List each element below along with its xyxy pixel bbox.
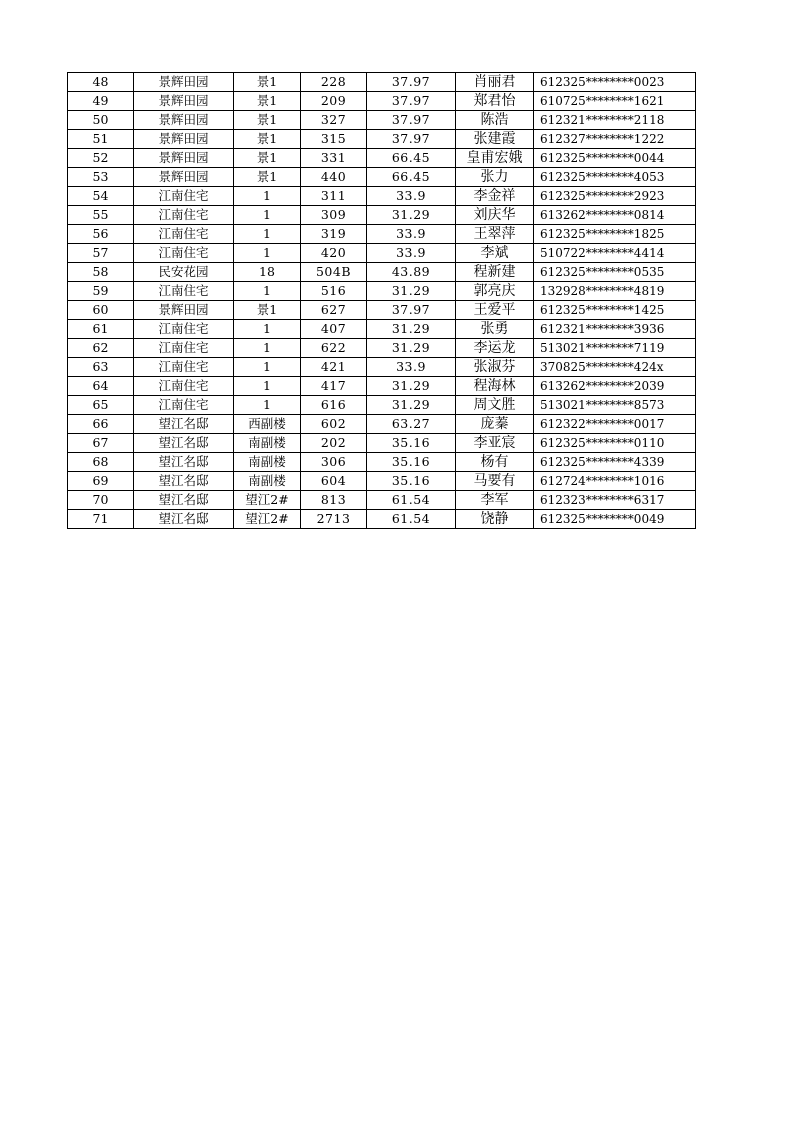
building-cell: 1 bbox=[234, 339, 301, 358]
estate-name-cell: 江南住宅 bbox=[134, 244, 234, 263]
room-number-cell: 417 bbox=[301, 377, 367, 396]
table-row bbox=[68, 377, 696, 396]
building-cell: 18 bbox=[234, 263, 301, 282]
area-cell: 31.29 bbox=[367, 320, 456, 339]
table-row bbox=[68, 130, 696, 149]
area-cell: 66.45 bbox=[367, 168, 456, 187]
table-row bbox=[68, 453, 696, 472]
table-row bbox=[68, 92, 696, 111]
building-cell: 南副楼 bbox=[234, 472, 301, 491]
owner-name-cell: 马要有 bbox=[456, 472, 534, 491]
building-cell: 景1 bbox=[234, 168, 301, 187]
area-cell: 31.29 bbox=[367, 396, 456, 415]
id-number-cell: 612724********1016 bbox=[534, 472, 696, 491]
row-number-cell: 70 bbox=[68, 491, 134, 510]
row-number-cell: 49 bbox=[68, 92, 134, 111]
id-number-cell: 612325********0535 bbox=[534, 263, 696, 282]
row-number-cell: 63 bbox=[68, 358, 134, 377]
estate-name-cell: 望江名邸 bbox=[134, 491, 234, 510]
spreadsheet-table bbox=[67, 72, 696, 529]
owner-name-cell: 李军 bbox=[456, 491, 534, 510]
area-cell: 31.29 bbox=[367, 339, 456, 358]
id-number-cell: 612321********2118 bbox=[534, 111, 696, 130]
area-cell: 35.16 bbox=[367, 434, 456, 453]
row-number-cell: 53 bbox=[68, 168, 134, 187]
row-number-cell: 51 bbox=[68, 130, 134, 149]
building-cell: 1 bbox=[234, 206, 301, 225]
id-number-cell: 612325********0110 bbox=[534, 434, 696, 453]
owner-name-cell: 王翠萍 bbox=[456, 225, 534, 244]
estate-name-cell: 望江名邸 bbox=[134, 434, 234, 453]
room-number-cell: 604 bbox=[301, 472, 367, 491]
id-number-cell: 510722********4414 bbox=[534, 244, 696, 263]
row-number-cell: 59 bbox=[68, 282, 134, 301]
room-number-cell: 202 bbox=[301, 434, 367, 453]
row-number-cell: 66 bbox=[68, 415, 134, 434]
area-cell: 31.29 bbox=[367, 377, 456, 396]
owner-name-cell: 郭亮庆 bbox=[456, 282, 534, 301]
id-number-cell: 612321********3936 bbox=[534, 320, 696, 339]
area-cell: 61.54 bbox=[367, 510, 456, 529]
room-number-cell: 407 bbox=[301, 320, 367, 339]
row-number-cell: 52 bbox=[68, 149, 134, 168]
room-number-cell: 813 bbox=[301, 491, 367, 510]
row-number-cell: 58 bbox=[68, 263, 134, 282]
area-cell: 61.54 bbox=[367, 491, 456, 510]
room-number-cell: 602 bbox=[301, 415, 367, 434]
id-number-cell: 612327********1222 bbox=[534, 130, 696, 149]
estate-name-cell: 景辉田园 bbox=[134, 130, 234, 149]
table-row bbox=[68, 168, 696, 187]
estate-name-cell: 望江名邸 bbox=[134, 453, 234, 472]
id-number-cell: 370825********424x bbox=[534, 358, 696, 377]
row-number-cell: 57 bbox=[68, 244, 134, 263]
area-cell: 33.9 bbox=[367, 358, 456, 377]
row-number-cell: 48 bbox=[68, 73, 134, 92]
estate-name-cell: 景辉田园 bbox=[134, 111, 234, 130]
owner-name-cell: 陈浩 bbox=[456, 111, 534, 130]
estate-name-cell: 江南住宅 bbox=[134, 377, 234, 396]
area-cell: 35.16 bbox=[367, 472, 456, 491]
table-row bbox=[68, 320, 696, 339]
estate-name-cell: 景辉田园 bbox=[134, 149, 234, 168]
building-cell: 1 bbox=[234, 377, 301, 396]
room-number-cell: 616 bbox=[301, 396, 367, 415]
area-cell: 37.97 bbox=[367, 73, 456, 92]
area-cell: 33.9 bbox=[367, 187, 456, 206]
building-cell: 1 bbox=[234, 282, 301, 301]
id-number-cell: 612322********0017 bbox=[534, 415, 696, 434]
estate-name-cell: 望江名邸 bbox=[134, 472, 234, 491]
table-row bbox=[68, 263, 696, 282]
room-number-cell: 228 bbox=[301, 73, 367, 92]
table-row bbox=[68, 472, 696, 491]
estate-name-cell: 民安花园 bbox=[134, 263, 234, 282]
area-cell: 31.29 bbox=[367, 206, 456, 225]
owner-name-cell: 肖丽君 bbox=[456, 73, 534, 92]
area-cell: 31.29 bbox=[367, 282, 456, 301]
table-row bbox=[68, 282, 696, 301]
estate-name-cell: 江南住宅 bbox=[134, 396, 234, 415]
building-cell: 景1 bbox=[234, 130, 301, 149]
row-number-cell: 68 bbox=[68, 453, 134, 472]
room-number-cell: 306 bbox=[301, 453, 367, 472]
id-number-cell: 612323********6317 bbox=[534, 491, 696, 510]
id-number-cell: 612325********4339 bbox=[534, 453, 696, 472]
building-cell: 景1 bbox=[234, 301, 301, 320]
id-number-cell: 610725********1621 bbox=[534, 92, 696, 111]
id-number-cell: 613262********2039 bbox=[534, 377, 696, 396]
table-row bbox=[68, 339, 696, 358]
owner-name-cell: 张力 bbox=[456, 168, 534, 187]
room-number-cell: 627 bbox=[301, 301, 367, 320]
row-number-cell: 62 bbox=[68, 339, 134, 358]
room-number-cell: 440 bbox=[301, 168, 367, 187]
estate-name-cell: 景辉田园 bbox=[134, 168, 234, 187]
owner-name-cell: 刘庆华 bbox=[456, 206, 534, 225]
estate-name-cell: 望江名邸 bbox=[134, 415, 234, 434]
owner-name-cell: 张勇 bbox=[456, 320, 534, 339]
area-cell: 35.16 bbox=[367, 453, 456, 472]
building-cell: 1 bbox=[234, 244, 301, 263]
table-row bbox=[68, 244, 696, 263]
table-row bbox=[68, 396, 696, 415]
owner-name-cell: 饶静 bbox=[456, 510, 534, 529]
room-number-cell: 315 bbox=[301, 130, 367, 149]
table-row bbox=[68, 491, 696, 510]
owner-name-cell: 皇甫宏娥 bbox=[456, 149, 534, 168]
building-cell: 望江2# bbox=[234, 491, 301, 510]
id-number-cell: 612325********2923 bbox=[534, 187, 696, 206]
room-number-cell: 311 bbox=[301, 187, 367, 206]
area-cell: 43.89 bbox=[367, 263, 456, 282]
owner-name-cell: 程海林 bbox=[456, 377, 534, 396]
id-number-cell: 513021********8573 bbox=[534, 396, 696, 415]
row-number-cell: 50 bbox=[68, 111, 134, 130]
row-number-cell: 61 bbox=[68, 320, 134, 339]
owner-name-cell: 李斌 bbox=[456, 244, 534, 263]
room-number-cell: 209 bbox=[301, 92, 367, 111]
estate-name-cell: 江南住宅 bbox=[134, 339, 234, 358]
room-number-cell: 319 bbox=[301, 225, 367, 244]
table-body bbox=[68, 73, 696, 529]
row-number-cell: 55 bbox=[68, 206, 134, 225]
estate-name-cell: 江南住宅 bbox=[134, 206, 234, 225]
estate-name-cell: 望江名邸 bbox=[134, 510, 234, 529]
building-cell: 西副楼 bbox=[234, 415, 301, 434]
owner-name-cell: 王爱平 bbox=[456, 301, 534, 320]
building-cell: 1 bbox=[234, 225, 301, 244]
owner-name-cell: 杨有 bbox=[456, 453, 534, 472]
owner-name-cell: 张淑芬 bbox=[456, 358, 534, 377]
room-number-cell: 421 bbox=[301, 358, 367, 377]
owner-name-cell: 李亚宸 bbox=[456, 434, 534, 453]
room-number-cell: 504B bbox=[301, 263, 367, 282]
building-cell: 1 bbox=[234, 320, 301, 339]
building-cell: 景1 bbox=[234, 149, 301, 168]
building-cell: 景1 bbox=[234, 73, 301, 92]
estate-name-cell: 江南住宅 bbox=[134, 282, 234, 301]
estate-name-cell: 江南住宅 bbox=[134, 225, 234, 244]
row-number-cell: 54 bbox=[68, 187, 134, 206]
id-number-cell: 612325********0049 bbox=[534, 510, 696, 529]
id-number-cell: 612325********1425 bbox=[534, 301, 696, 320]
row-number-cell: 69 bbox=[68, 472, 134, 491]
estate-name-cell: 景辉田园 bbox=[134, 301, 234, 320]
building-cell: 1 bbox=[234, 358, 301, 377]
area-cell: 37.97 bbox=[367, 111, 456, 130]
owner-name-cell: 周文胜 bbox=[456, 396, 534, 415]
id-number-cell: 612325********0044 bbox=[534, 149, 696, 168]
owner-name-cell: 张建霞 bbox=[456, 130, 534, 149]
estate-name-cell: 景辉田园 bbox=[134, 92, 234, 111]
table-row bbox=[68, 206, 696, 225]
area-cell: 37.97 bbox=[367, 92, 456, 111]
estate-name-cell: 江南住宅 bbox=[134, 358, 234, 377]
estate-name-cell: 景辉田园 bbox=[134, 73, 234, 92]
owner-name-cell: 程新建 bbox=[456, 263, 534, 282]
row-number-cell: 60 bbox=[68, 301, 134, 320]
owner-name-cell: 李运龙 bbox=[456, 339, 534, 358]
owner-name-cell: 庞蓁 bbox=[456, 415, 534, 434]
row-number-cell: 71 bbox=[68, 510, 134, 529]
id-number-cell: 132928********4819 bbox=[534, 282, 696, 301]
area-cell: 37.97 bbox=[367, 130, 456, 149]
table-row bbox=[68, 149, 696, 168]
building-cell: 1 bbox=[234, 187, 301, 206]
row-number-cell: 67 bbox=[68, 434, 134, 453]
table-row bbox=[68, 225, 696, 244]
room-number-cell: 327 bbox=[301, 111, 367, 130]
building-cell: 南副楼 bbox=[234, 453, 301, 472]
id-number-cell: 612325********0023 bbox=[534, 73, 696, 92]
table-row bbox=[68, 111, 696, 130]
room-number-cell: 309 bbox=[301, 206, 367, 225]
building-cell: 望江2# bbox=[234, 510, 301, 529]
table-row bbox=[68, 73, 696, 92]
area-cell: 33.9 bbox=[367, 225, 456, 244]
room-number-cell: 2713 bbox=[301, 510, 367, 529]
building-cell: 南副楼 bbox=[234, 434, 301, 453]
table-row bbox=[68, 301, 696, 320]
owner-name-cell: 郑君怡 bbox=[456, 92, 534, 111]
estate-name-cell: 江南住宅 bbox=[134, 320, 234, 339]
estate-name-cell: 江南住宅 bbox=[134, 187, 234, 206]
table-row bbox=[68, 415, 696, 434]
table-row bbox=[68, 434, 696, 453]
owner-name-cell: 李金祥 bbox=[456, 187, 534, 206]
building-cell: 景1 bbox=[234, 111, 301, 130]
table-row bbox=[68, 510, 696, 529]
table-row bbox=[68, 187, 696, 206]
area-cell: 66.45 bbox=[367, 149, 456, 168]
table-row bbox=[68, 358, 696, 377]
area-cell: 37.97 bbox=[367, 301, 456, 320]
building-cell: 景1 bbox=[234, 92, 301, 111]
id-number-cell: 612325********4053 bbox=[534, 168, 696, 187]
room-number-cell: 516 bbox=[301, 282, 367, 301]
id-number-cell: 612325********1825 bbox=[534, 225, 696, 244]
row-number-cell: 64 bbox=[68, 377, 134, 396]
row-number-cell: 56 bbox=[68, 225, 134, 244]
id-number-cell: 513021********7119 bbox=[534, 339, 696, 358]
room-number-cell: 622 bbox=[301, 339, 367, 358]
room-number-cell: 420 bbox=[301, 244, 367, 263]
row-number-cell: 65 bbox=[68, 396, 134, 415]
area-cell: 63.27 bbox=[367, 415, 456, 434]
area-cell: 33.9 bbox=[367, 244, 456, 263]
id-number-cell: 613262********0814 bbox=[534, 206, 696, 225]
building-cell: 1 bbox=[234, 396, 301, 415]
room-number-cell: 331 bbox=[301, 149, 367, 168]
